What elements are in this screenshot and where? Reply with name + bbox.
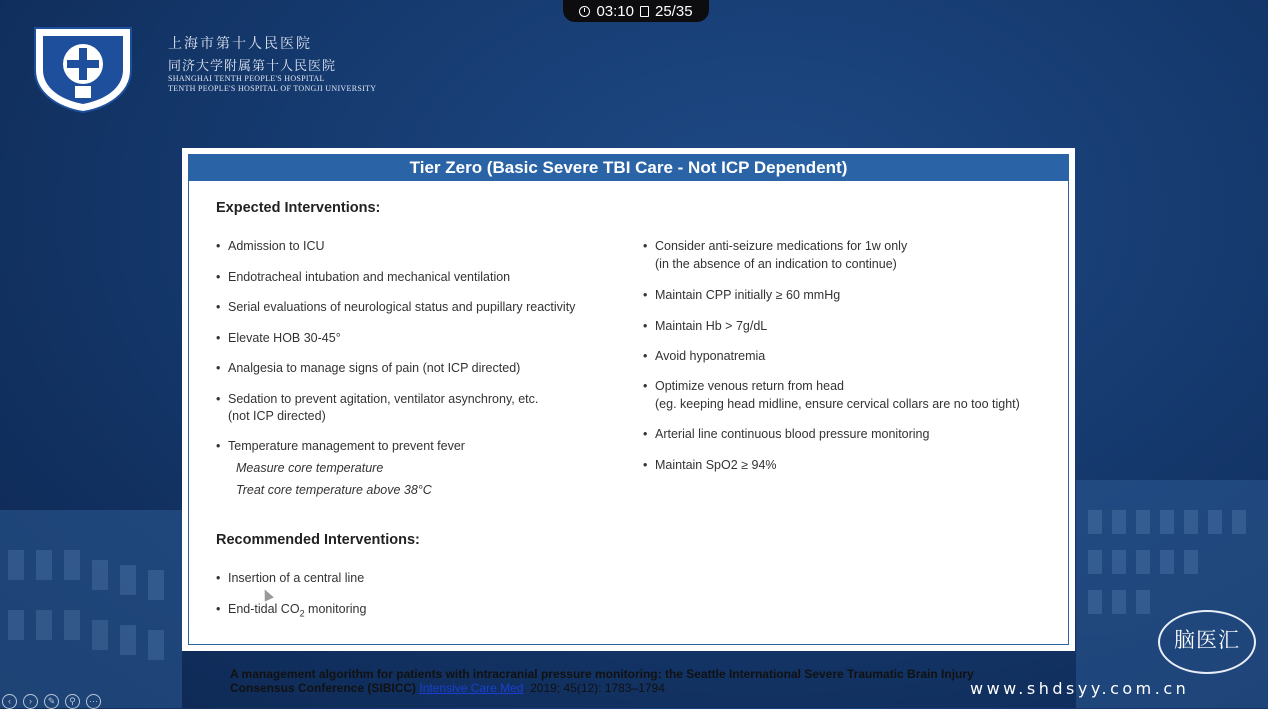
list-item: • Consider anti-seizure medications for 1w only (643, 239, 908, 253)
clock-icon (579, 6, 590, 17)
pen-icon[interactable]: ✎ (44, 694, 59, 709)
background-building-left (0, 510, 182, 708)
hospital-name-en: SHANGHAI TENTH PEOPLE'S HOSPITAL (168, 74, 325, 83)
hospital-name-cn: 上海市第十人民医院 (168, 36, 312, 52)
list-item: • Maintain SpO2 ≥ 94% (643, 458, 777, 472)
list-item: • Maintain Hb > 7g/dL (643, 319, 768, 333)
slide-content (182, 148, 1075, 651)
list-item: • Arterial line continuous blood pressure monitoring (643, 427, 930, 441)
list-item: • Admission to ICU (216, 239, 325, 253)
list-item: • Analgesia to manage signs of pain (not ICP directed) (216, 361, 521, 375)
list-item: • Sedation to prevent agitation, ventilator asynchrony, etc. (216, 392, 539, 406)
watermark-url: www.shdsyy.com.cn (970, 679, 1190, 698)
hospital-logo (31, 24, 135, 114)
list-subitem: Treat core temperature above 38°C (236, 483, 432, 497)
list-item: • Insertion of a central line (216, 571, 365, 585)
citation-details: . 2019; 45(12): 1783–1794 (523, 681, 665, 695)
expected-interventions-heading: Expected Interventions: (216, 200, 381, 216)
list-item: • End-tidal $CO_2$ monitoring (216, 602, 367, 619)
page-counter: 25/35 (655, 2, 693, 20)
recommended-interventions-heading: Recommended Interventions: (216, 532, 420, 548)
list-item-continuation: (eg. keeping head midline, ensure cervical collars are no too tight) (655, 397, 1020, 411)
journal-link[interactable]: Intensive Care Med (419, 681, 524, 695)
slide-frame (188, 154, 1069, 645)
presentation-controls (2, 694, 101, 709)
hospital-affiliation-en: TENTH PEOPLE'S HOSPITAL OF TONGJI UNIVERSITY (168, 84, 377, 93)
list-item: • Endotracheal intubation and mechanical ventilation (216, 270, 511, 284)
list-item: • Elevate HOB 30-45° (216, 331, 341, 345)
next-slide-icon[interactable]: › (23, 694, 38, 709)
page-icon (640, 6, 649, 17)
slide-title: Tier Zero (Basic Severe TBI Care - Not ICP Dependent) (189, 155, 1068, 181)
prev-slide-icon[interactable]: ‹ (2, 694, 17, 709)
citation (230, 667, 1030, 695)
list-item: • Temperature management to prevent fever (216, 439, 465, 453)
list-item: • Optimize venous return from head (643, 379, 844, 393)
background-building-right (1076, 480, 1268, 708)
elapsed-time: 03:10 (596, 2, 634, 20)
hospital-affiliation-cn: 同济大学附属第十人民医院 (168, 59, 337, 74)
list-item: • Avoid hyponatremia (643, 349, 766, 363)
list-item-continuation: (not ICP directed) (228, 409, 326, 423)
list-item: • Serial evaluations of neurological status and pupillary reactivity (216, 300, 576, 314)
watermark-badge: 脑医汇 (1158, 610, 1256, 674)
hospital-name (168, 33, 376, 94)
presentation-status-bar (563, 0, 709, 22)
list-subitem: Measure core temperature (236, 461, 384, 475)
citation-title: A management algorithm for patients with intracranial pressure monitoring: the Seattle International Severe Traumatic Brain Injury Consensus Conference (SIBICC) (230, 667, 974, 695)
list-item-continuation: (in the absence of an indication to continue) (655, 257, 897, 271)
list-item: • Maintain CPP initially ≥ 60 mmHg (643, 288, 841, 302)
more-icon[interactable]: ⋯ (86, 694, 101, 709)
zoom-icon[interactable]: ⚲ (65, 694, 80, 709)
